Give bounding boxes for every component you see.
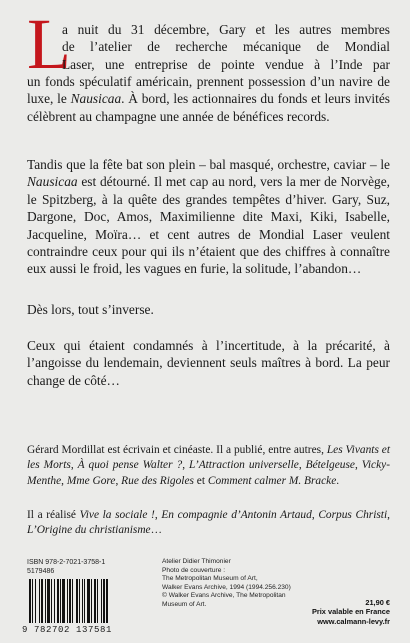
synopsis-paragraph-1 — [62, 21, 390, 73]
publisher-website: www.calmann-levy.fr — [317, 616, 390, 626]
synopsis-paragraph-1-rest — [27, 73, 390, 125]
credit-line: © Walker Evans Archive, The Metropolitan — [162, 592, 286, 600]
film-title: Vive la sociale ! — [79, 509, 155, 521]
synopsis-paragraph-4: Ceux qui étaient condamnés à l’incertitude, à la précarité, à l’angoisse du lendemain, deviennent seuls maîtres à bord. La peur change de côté… — [27, 338, 390, 388]
credit-line: Walker Evans Archive, 1994 (1994.256.230) — [162, 583, 291, 591]
bio2-intro: Il a réalisé — [27, 509, 80, 521]
p1-line-2: de l’atelier de recherche mécanique de Mondial — [62, 39, 390, 55]
ship-name: Nausicaa — [70, 91, 122, 107]
credit-line: The Metropolitan Museum of Art, — [162, 575, 258, 583]
cover-credits — [162, 558, 322, 610]
p2-text-b: est détourné. Il met cap au nord, vers la mer de Norvège, le Spitzberg, à la quête des grandes tempêtes d’hiver. Gary, Suz, Dargone, Doc, Amos, Maximilienne dite Maxi, Kiki, Isabelle, Jacqueline, Moïra… et cent autres de Mondial Laser veulent contraindre ceux pour qui ils n’étaient que des chiffres à connaître eux aussi le froid, les vagues en furie, la solitude, l’abandon… — [27, 174, 390, 277]
isbn-block — [27, 558, 105, 576]
p1-line-1: a nuit du 31 décembre, Gary et les autres membres — [62, 22, 390, 37]
author-bio: Gérard Mordillat est écrivain et cinéaste. Il a publié, entre autres, Les Vivants et les Morts, À quoi pense Walter ?, L’Attraction universelle, Bételgeuse, Vicky-Menthe, Mme Gore, Rue des Rigoles et Comment calmer M. Bracke. — [27, 444, 391, 487]
book-title: Rue des Rigoles — [121, 474, 194, 487]
credit-line: Atelier Didier Thimonier — [162, 558, 231, 565]
book-title: Les Vivants et les Morts — [27, 444, 391, 472]
barcode-digits: 9 782702 137581 — [22, 625, 113, 635]
synopsis-paragraph-2 — [27, 156, 390, 278]
film-title: En compagnie d’Antonin Artaud — [161, 509, 312, 521]
price-note: Prix valable en France — [311, 607, 390, 617]
drop-cap: L — [27, 4, 71, 84]
book-title: Mme Gore — [66, 474, 116, 487]
book-title: Comment calmer M. Bracke — [207, 474, 337, 487]
p2-text-a: Tandis que la fête bat son plein – bal masqué, orchestre, caviar – le — [27, 157, 390, 172]
book-title: L’Attraction universelle — [188, 459, 299, 472]
isbn-number: ISBN 978-2-7021-3758-1 — [27, 559, 106, 566]
film-title: Corpus Christi — [318, 509, 388, 521]
author-filmography: Il a réalisé Vive la sociale !, En compagnie d’Antonin Artaud, Corpus Christi, L’Origine du christianisme… — [27, 509, 391, 537]
synopsis-paragraph-3: Dès lors, tout s’inverse. — [27, 302, 154, 317]
price-block — [312, 598, 390, 626]
p1-text-a: un fonds spéculatif américain, prennent possession d’un navire de luxe, le — [27, 74, 390, 107]
book-title: Bételgeuse — [305, 459, 355, 472]
book-title: À quoi pense Walter ? — [77, 459, 183, 472]
credit-line: Museum of Art. — [162, 600, 207, 608]
p1-line-3: Laser, une entreprise de pointe vendue à l’Inde par — [62, 56, 390, 72]
p1-text-b: . À bord, les actionnaires du fonds et leurs invités célèbrent au champagne une année de bénéfices records. — [27, 91, 390, 124]
isbn-code: 5179486 — [27, 568, 55, 575]
book-title: Vicky-Menthe — [27, 459, 390, 487]
bio1-intro: Gérard Mordillat est écrivain et cinéaste. Il a publié, entre autres, — [27, 444, 327, 456]
credit-line: Photo de couverture : — [162, 566, 226, 574]
barcode — [27, 579, 147, 623]
film-title: L’Origine du christianisme — [27, 524, 151, 537]
price: 21,90 € — [365, 598, 390, 607]
ship-name-2: Nausicaa — [27, 174, 78, 190]
